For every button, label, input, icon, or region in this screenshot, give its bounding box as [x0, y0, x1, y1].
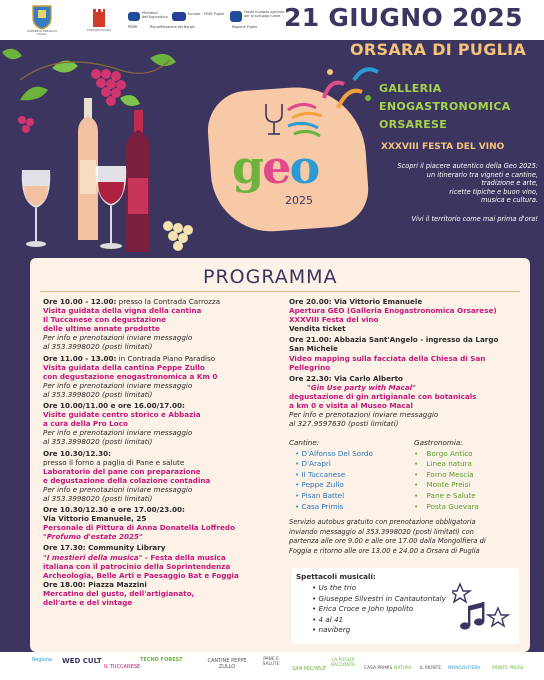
event-title-tail: - Festa della musica [142, 552, 226, 562]
cantina-item: Casa Primis [301, 501, 344, 511]
coat-of-arms-icon [31, 4, 53, 30]
programma-left-column [43, 297, 287, 607]
gastronomia-item: Monte Preisi [426, 480, 471, 490]
event-info: Per info e prenotazioni inviare messaggio [43, 484, 193, 494]
event-title-line: italiana con il patrocinio della Soprintendenza [43, 561, 231, 571]
event-info: al 353.3998020 (posti limitati) [43, 342, 153, 352]
sponsor-logo: WED CULT [62, 657, 102, 665]
music-notes-icon [452, 578, 512, 638]
sponsor-logo: IL MONTE [420, 666, 442, 671]
event-title-line: Laboratorio del pane con preparazione [43, 466, 201, 476]
cantina-item: D'Araprì [301, 459, 331, 469]
event-title-line: Apertura GEO (Galleria Enogastronomica Orsarese) [289, 306, 497, 316]
intro-line: Scopri il piacere autentico della Geo 2025: [397, 162, 538, 170]
bus-line: Foggia e ritorno alle ore 13.00 e 24.00 a Orsara di Puglia [289, 546, 480, 555]
partner-europa: Europa [188, 12, 200, 16]
gastronomia-item: Posta Guevara [426, 501, 479, 511]
event-time: Ore 20.00: [289, 297, 332, 306]
event-info: Per info e prenotazioni inviare messaggio [43, 380, 193, 390]
sponsor-logo: CANTINE PEPPE ZULLO [207, 658, 247, 670]
wine-glass-right-icon [96, 166, 126, 249]
event-city: ORSARA DI PUGLIA [350, 40, 527, 59]
event-title-line: degustazione di gin artigianale con botanicals [289, 391, 477, 401]
event-item [43, 297, 287, 352]
ministero-logo [128, 12, 140, 21]
event-item [289, 297, 521, 333]
partner-borghi: Riqualificazione dei Borghi [150, 25, 195, 29]
event-title-line: dell'arte e del vintage [43, 598, 133, 607]
spettacolo-item: Giuseppe Silvestri in Cantautoritaly [318, 593, 446, 603]
intro-line: musica e cultura. [480, 196, 538, 205]
event-item [43, 505, 287, 541]
sponsor-logo: Regione [32, 657, 53, 663]
sponsor-logo: IL TUCCANESE [104, 664, 141, 670]
cantina-item: Il Tuccanese [301, 469, 346, 479]
event-quote: "Gin Use party with Macal" [307, 382, 416, 392]
cantine-list: Cantine: • D'Alfonso Del Sordo • D'Araprì • Il Tuccanese • Peppe Zullo • Pisan Battel • Casa Primis [289, 438, 409, 512]
event-time: Ore 18.00: [43, 579, 86, 589]
event-date: 21 GIUGNO 2025 [284, 3, 523, 32]
cantina-item: D'Alfonso Del Sordo [301, 448, 373, 458]
event-title-line: Archeologia, Belle Arti e Paesaggio Bat e Foggia [43, 570, 239, 580]
event-title-line: Video mapping sulla facciata della Chiesa di San [289, 353, 486, 363]
event-item [43, 401, 287, 446]
intro-tagline: Vivi il territorio come mai prima d'ora! [411, 215, 538, 223]
event-item [43, 354, 287, 399]
gastronomia-item: Linea natura [426, 459, 472, 469]
ticket-sale: Vendita ticket [289, 324, 346, 334]
intro-text [350, 162, 538, 205]
event-title-line: delle ultime annate prodotte [43, 324, 160, 334]
sponsor-logo: CASA PRIMIS [364, 666, 393, 671]
event-time: Ore 17.30: [43, 543, 86, 553]
partner-fondo: Fondo Europeo agricolo per lo sviluppo rurale [244, 10, 284, 18]
red-grapes-icon [18, 69, 126, 133]
event-title-line: con degustazione enogastronomica a Km 0 [43, 371, 218, 381]
gastronomia-title: Gastronomia: [414, 438, 463, 447]
confetti-decoration [318, 58, 388, 118]
event-place: San Michele [289, 344, 338, 354]
bus-line: Servizio autobus gratuito con prenotazione obbligatoria [289, 518, 476, 526]
event-info: al 353.3998020 (posti limitati) [43, 493, 153, 503]
event-place: Via Carlo Alberto [331, 373, 403, 383]
event-time: Ore 10.30/12.30: [43, 448, 112, 458]
event-item [43, 449, 287, 504]
spettacolo-item: 4 al 41 [318, 614, 344, 624]
event-place: presso la Contrada Carrozza [116, 297, 221, 306]
partner-ministero: Ministero dell'Agricoltura [142, 11, 168, 19]
event-place: Via Vittorio Emanuele, 25 [43, 514, 147, 524]
event-time: Ore 21.00: [289, 335, 332, 345]
sponsor-logo: NATURA [394, 666, 412, 671]
intro-line: ricette tipiche e buon vino, [449, 187, 538, 196]
red-wine-bottle-icon [126, 110, 150, 252]
sponsor-logo: SAN MICHELE [292, 666, 327, 672]
sponsor-logo: TECNO FOREST [140, 657, 183, 663]
spettacoli-title: Spettacoli musicali: [296, 572, 376, 581]
spettacoli-list: • Us the trio • Giuseppe Silvestri in Cantautoritaly • Erica Croce e John Ippolito • 4 al 41 • naviberg [312, 583, 446, 635]
comune-logo [22, 3, 62, 37]
bus-line: inviando messaggio al 353.3998020 (posti limitati) con [289, 527, 474, 536]
cantina-item: Peppe Zullo [301, 480, 344, 490]
event-title-line: Pellegrino [289, 362, 331, 372]
event-place: in Contrada Piano Paradiso [116, 353, 216, 363]
troche-logo [84, 4, 114, 36]
troche-logo-label: TROCHE PUGLIA [86, 28, 112, 32]
sponsor-logo: MONTE PREISI [492, 666, 524, 671]
event-title-line: XXXVIII Festa del vino [289, 315, 379, 325]
sponsor-logo: LA PUGLIA RACCONTA [330, 658, 355, 668]
event-place: presso il forno a paglia di Pane e salute [43, 457, 185, 467]
event-title-line: Visita guidata della cantina Peppe Zullo [43, 362, 205, 372]
fund-logo [230, 11, 242, 22]
gastronomia-list: Gastronomia: • Borgo Antico • Linea natura • Forno Mescia • Monte Preisi • Pane e Salute • Posta Guevara [414, 438, 524, 512]
gastronomia-item: Pane e Salute [426, 490, 476, 500]
wine-glass-left-icon [22, 170, 50, 247]
event-quote: "I mestieri della musica" [43, 552, 143, 562]
event-time: Ore 10.00 - 12.00: [43, 297, 117, 306]
event-item [289, 374, 521, 429]
programma-title: PROGRAMMA [203, 266, 338, 288]
event-time: Ore 10.30/12.30 e ore 17.00/23.00: [43, 505, 185, 515]
event-title-line: Personale di Pittura di Anna Donatella Loffredo [43, 523, 236, 533]
event-item [43, 580, 287, 607]
festa-del-vino: XXXVIII FESTA DEL VINO [381, 142, 505, 152]
comune-logo-label: COMUNE DI ORSARA DI PUGLIA [26, 30, 58, 36]
event-time: Ore 22.30: [289, 373, 332, 383]
spettacolo-item: naviberg [318, 625, 351, 635]
event-time: Ore 10.00/11.00 e ore 16.00/17.00: [43, 401, 185, 411]
geo-logo: geo [232, 140, 319, 194]
vine-leaves-icon [2, 49, 176, 106]
event-item [289, 335, 521, 371]
event-info: al 327.9597630 (posti limitati) [289, 419, 399, 429]
partner-fesr: FESR Puglia [204, 12, 224, 16]
cantina-item: Pisan Battel [301, 490, 345, 500]
event-title-line: a km 0 e visita al Museo Macal [289, 401, 413, 411]
gallery-line-2: ENOGASTRONOMICA [379, 100, 511, 113]
white-grapes-icon [163, 221, 193, 251]
event-info: Per info e prenotazioni inviare messaggio [43, 333, 193, 343]
event-info: Per info e prenotazioni inviare messaggio [43, 428, 193, 438]
event-title-line: Il Tuccanese con degustazione [43, 315, 167, 325]
rose-wine-bottle-icon [78, 98, 98, 240]
spettacolo-item: Us the trio [318, 583, 357, 592]
event-title-line: Mercatino del gusto, dell'artigianato, [43, 588, 195, 598]
event-place: Community Library [85, 543, 166, 553]
sponsor-logo: MONGOLFIERA [448, 666, 481, 671]
partner-pnrr: PNRR [128, 25, 138, 29]
tower-icon [90, 8, 108, 28]
event-info: al 353.3998020 (posti limitati) [43, 437, 153, 447]
spettacolo-item: Erica Croce e John Ippolito [318, 604, 414, 614]
gastronomia-item: Forno Mescia [426, 469, 474, 479]
gastronomia-item: Borgo Antico [426, 448, 473, 458]
sponsor-logo: PANE E SALUTE [262, 657, 280, 667]
bus-service-note [289, 518, 521, 556]
event-time: Ore 11.00 - 13.00: [43, 353, 117, 363]
event-title-line: a cura della Pro Loco [43, 419, 128, 429]
programma-divider [40, 291, 520, 292]
event-place: Via Vittorio Emanuele [331, 297, 423, 306]
event-quote: "Profumo d'estate 2025" [43, 532, 143, 542]
event-place: Abbazia Sant'Angelo - ingresso da Largo [331, 335, 499, 345]
geo-year: 2025 [285, 194, 313, 207]
cantine-title: Cantine: [289, 438, 320, 447]
bus-line: partenza alle ore 9.00 e alle ore 17.00 dalla Mongolfiera di [289, 537, 486, 546]
eu-flag-logo [172, 12, 186, 21]
programma-right-column [289, 297, 521, 428]
intro-line: tradizione e arte, [481, 179, 538, 188]
event-title-line: Visita guidata della vigna della cantina [43, 306, 202, 316]
event-title-line: Visite guidate centro storico e Abbazia [43, 410, 201, 420]
event-info: al 353.3998020 (posti limitati) [43, 389, 153, 399]
wine-illustration [0, 40, 215, 262]
event-place: Piazza Mazzini [85, 579, 147, 589]
intro-line: un itinerario tra vigneti e cantine, [426, 170, 538, 179]
event-item [43, 543, 287, 579]
gallery-line-1: GALLERIA [379, 82, 442, 95]
gallery-line-3: ORSARESE [379, 118, 448, 131]
partner-regione: Regione Puglia [232, 25, 258, 29]
event-title-line: e degustazione della colazione contadina [43, 475, 211, 485]
event-info: Per info e prenotazioni inviare messaggio [289, 410, 439, 420]
